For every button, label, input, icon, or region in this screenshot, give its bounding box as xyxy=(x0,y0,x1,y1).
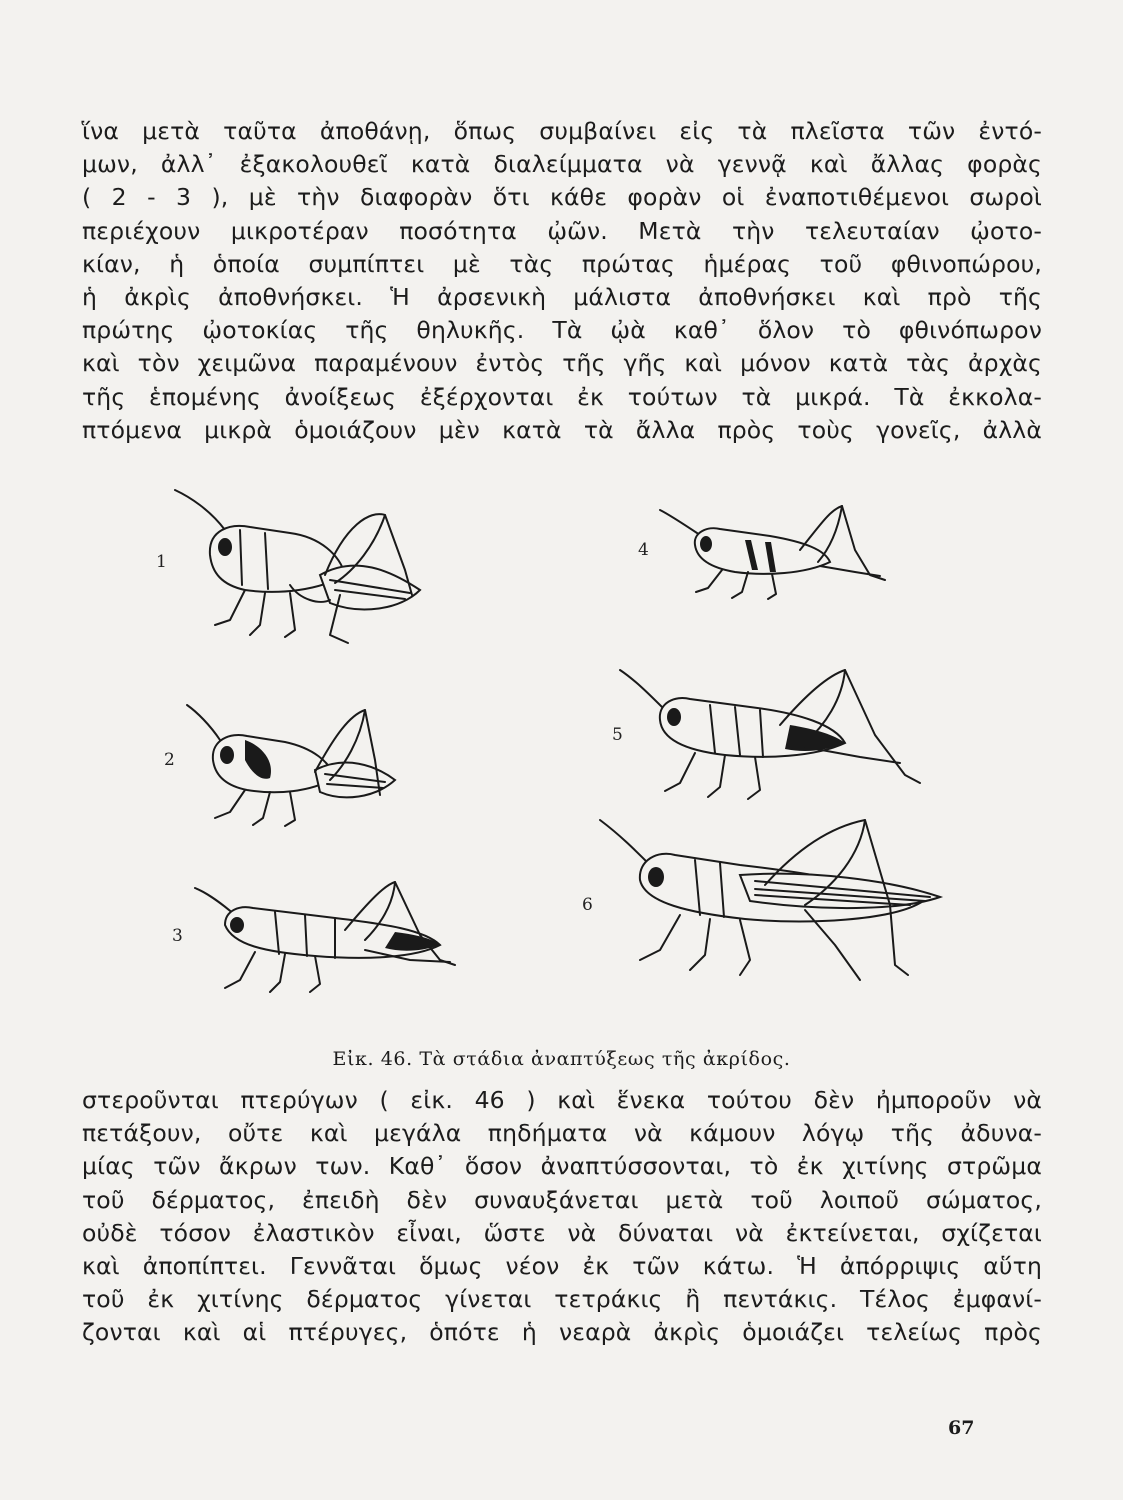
grasshopper-stage-3-illustration xyxy=(195,880,500,1000)
grasshopper-stages-figure xyxy=(150,470,970,1030)
text-line: ( 2 - 3 ), μὲ τὴν διαφορὰν ὅτι κάθε φορὰν οἱ ἐναποτιθέμενοι σωροὶ xyxy=(82,183,1042,212)
stage-label-6: 6 xyxy=(582,895,593,915)
stage-label-5: 5 xyxy=(612,725,623,745)
text-line: μων, ἀλλ᾽ ἐξακολουθεῖ κατὰ διαλείμματα νὰ γεννᾷ καὶ ἄλλας φορὰς xyxy=(82,150,1042,179)
text-line: τοῦ δέρματος, ἐπειδὴ δὲν συναυξάνεται μετὰ τοῦ λοιποῦ σώματος, xyxy=(82,1185,1042,1214)
top-paragraph xyxy=(82,115,1042,447)
grasshopper-stage-4-illustration xyxy=(660,500,895,600)
grasshopper-stage-5-illustration xyxy=(620,665,925,815)
text-line: πρώτης ᾠοτοκίας τῆς θηλυκῆς. Τὰ ᾠὰ καθ᾽ ὅλον τὸ φθινόπωρον xyxy=(82,316,1042,345)
page-number: 67 xyxy=(948,1417,975,1439)
figure-caption: Εἰκ. 46. Τὰ στάδια ἀναπτύξεως τῆς ἀκρίδος. xyxy=(332,1048,791,1070)
text-line: ἡ ἀκρὶς ἀποθνήσκει. Ἡ ἀρσενικὴ μάλιστα ἀποθνήσκει καὶ πρὸ τῆς xyxy=(82,283,1042,312)
text-line: μίας τῶν ἄκρων των. Καθ᾽ ὅσον ἀναπτύσσονται, τὸ ἐκ χιτίνης στρῶμα xyxy=(82,1152,1042,1181)
text-line: καὶ τὸν χειμῶνα παραμένουν ἐντὸς τῆς γῆς καὶ μόνον κατὰ τὰς ἀρχὰς xyxy=(82,349,1042,378)
text-line: πετάξουν, οὔτε καὶ μεγάλα πηδήματα νὰ κάμουν λόγῳ τῆς ἀδυνα- xyxy=(82,1119,1042,1148)
text-line: στεροῦνται πτερύγων ( εἰκ. 46 ) καὶ ἕνεκα τούτου δὲν ἠμποροῦν νὰ xyxy=(82,1086,1042,1114)
text-line: ἵνα μετὰ ταῦτα ἀποθάνῃ, ὅπως συμβαίνει εἰς τὰ πλεῖστα τῶν ἐντό- xyxy=(82,117,1042,145)
bottom-paragraph xyxy=(82,1084,1042,1350)
text-line: τοῦ ἐκ χιτίνης δέρματος γίνεται τετράκις ἢ πεντάκις. Τέλος ἐμφανί- xyxy=(82,1285,1042,1314)
stage-label-1: 1 xyxy=(156,552,167,572)
grasshopper-stage-1-illustration xyxy=(170,485,430,650)
text-line: καὶ ἀποπίπτει. Γεννᾶται ὅμως νέον ἐκ τῶν κάτω. Ἡ ἀπόρριψις αὕτη xyxy=(82,1252,1042,1281)
stage-label-3: 3 xyxy=(172,926,183,946)
grasshopper-stage-2-illustration xyxy=(185,700,400,830)
text-line: περιέχουν μικροτέραν ποσότητα ᾠῶν. Μετὰ τὴν τελευταίαν ᾠοτο- xyxy=(82,216,1042,245)
text-line: πτόμενα μικρὰ ὁμοιάζουν μὲν κατὰ τὰ ἄλλα πρὸς τοὺς γονεῖς, ἀλλὰ xyxy=(82,415,1042,444)
text-line: ζονται καὶ αἱ πτέρυγες, ὁπότε ἡ νεαρὰ ἀκρὶς ὁμοιάζει τελείως πρὸς xyxy=(82,1318,1042,1347)
text-line: κίαν, ἡ ὁποία συμπίπτει μὲ τὰς πρώτας ἡμέρας τοῦ φθινοπώρου, xyxy=(82,249,1042,278)
stage-label-2: 2 xyxy=(164,750,175,770)
stage-label-4: 4 xyxy=(638,540,649,560)
text-line: τῆς ἑπομένης ἀνοίξεως ἐξέρχονται ἐκ τούτων τὰ μικρά. Τὰ ἐκκολα- xyxy=(82,382,1042,411)
text-line: οὐδὲ τόσον ἐλαστικὸν εἶναι, ὥστε νὰ δύναται νὰ ἐκτείνεται, σχίζεται xyxy=(82,1218,1042,1247)
grasshopper-stage-6-illustration xyxy=(590,815,965,1020)
